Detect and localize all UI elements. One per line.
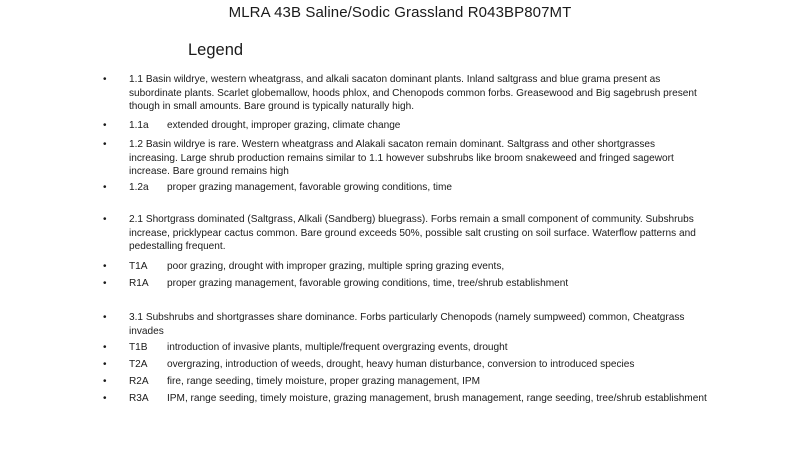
- restoration-description: proper grazing management, favorable growing conditions, time, tree/shrub establishment: [167, 278, 569, 289]
- state-description: 3.1 Subshrubs and shortgrasses share dominance. Forbs particularly Chenopods (namely sumpweed) common, Cheatgrass invades: [129, 312, 685, 337]
- transition-description: introduction of invasive plants, multiple/frequent overgrazing events, drought: [167, 342, 508, 353]
- restoration-code: R3A: [129, 393, 149, 404]
- restoration-description: IPM, range seeding, timely moisture, grazing management, brush management, range seeding, tree/shrub establishment: [167, 393, 707, 404]
- transition-code: T2A: [129, 359, 148, 370]
- transition-code: T1A: [129, 261, 148, 272]
- bullet-icon: •: [103, 359, 107, 370]
- bullet-icon: •: [103, 393, 107, 404]
- bullet-icon: •: [103, 139, 107, 150]
- state-description: 1.1 Basin wildrye, western wheatgrass, and alkali sacaton dominant plants. Inland saltgrass and blue grama present as subordinate plants. Scarlet globemallow, hoods phlox, and Chenopods common forbs. Greasewood and Big sagebrush present though in small amounts. Bare ground is typically naturally high.: [129, 74, 697, 112]
- restoration-description: fire, range seeding, timely moisture, proper grazing management, IPM: [167, 376, 481, 387]
- restoration-code: R2A: [129, 376, 149, 387]
- bullet-icon: •: [103, 342, 107, 353]
- bullet-icon: •: [103, 182, 107, 193]
- bullet-icon: •: [103, 120, 107, 131]
- pathway-description: extended drought, improper grazing, climate change: [167, 120, 401, 131]
- bullet-icon: •: [103, 74, 107, 85]
- page-title: MLRA 43B Saline/Sodic Grassland R043BP807MT: [228, 4, 572, 21]
- bullet-icon: •: [103, 278, 107, 289]
- legend-heading: Legend: [188, 41, 244, 59]
- transition-description: overgrazing, introduction of weeds, drought, heavy human disturbance, conversion to introduced species: [167, 359, 635, 370]
- transition-code: T1B: [129, 342, 148, 353]
- state-description: 1.2 Basin wildrye is rare. Western wheatgrass and Alakali sacaton remain dominant. Saltgrass and other shortgrasses increasing. Large shrub production remains similar to 1.1 however subshrubs like broom snakeweed and fringed sagewort increase. Bare ground remains high: [129, 139, 674, 177]
- bullet-icon: •: [103, 376, 107, 387]
- pathway-code: 1.2a: [129, 182, 149, 193]
- pathway-description: proper grazing management, favorable growing conditions, time: [167, 182, 453, 193]
- pathway-code: 1.1a: [129, 120, 149, 131]
- bullet-icon: •: [103, 312, 107, 323]
- bullet-icon: •: [103, 214, 107, 225]
- transition-description: poor grazing, drought with improper grazing, multiple spring grazing events,: [167, 261, 505, 272]
- bullet-icon: •: [103, 261, 107, 272]
- state-description: 2.1 Shortgrass dominated (Saltgrass, Alkali (Sandberg) bluegrass). Forbs remain a small component of community. Subshrubs increase, pricklypear cactus common. Bare ground exceeds 50%, possible salt crusting on soil surface. Waterflow patterns and pedestalling frequent.: [129, 214, 696, 252]
- restoration-code: R1A: [129, 278, 149, 289]
